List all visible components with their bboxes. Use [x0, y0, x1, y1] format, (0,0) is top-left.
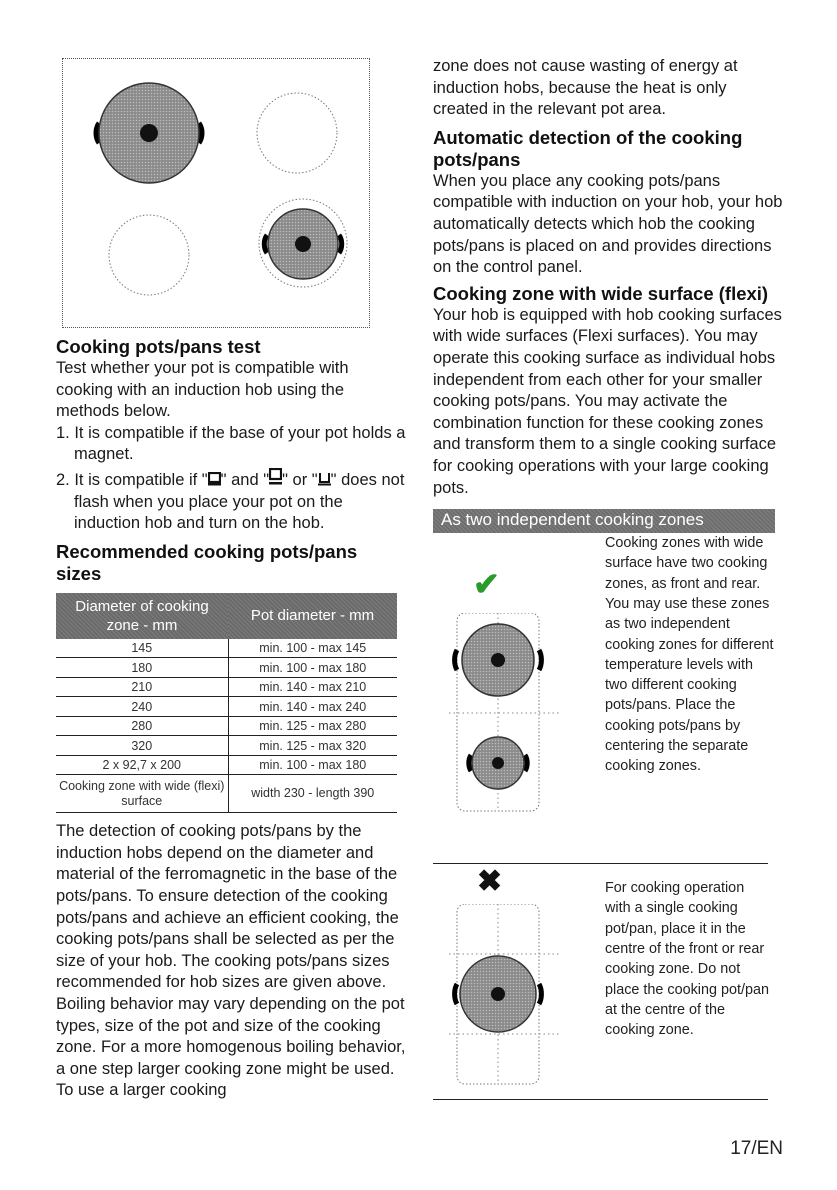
- sizes-heading: Recommended cooking pots/pans sizes: [56, 540, 358, 584]
- item2-or: " or ": [282, 470, 318, 489]
- two-zones-banner: As two independent cooking zones: [433, 509, 775, 533]
- cross-mark-icon: ✖: [477, 865, 503, 899]
- pan-symbol-3-icon: [318, 473, 331, 486]
- table-header-pot: Pot diameter - mm: [228, 593, 397, 639]
- test-intro: Test whether your pot is compatible with cooking with an induction hob using the methods below.: [56, 359, 349, 421]
- detection-text-2: Boiling behavior may vary depending on the pot types, size of the pot and size of the cooking zone. For a more homogenous boiling behavior, a one step larger cooking zone might be used. To use a larger cooking: [56, 995, 406, 1100]
- pot-sizes-table: [56, 593, 397, 814]
- table-cell: width 230 - length 390: [228, 775, 397, 813]
- table-cell: 210: [56, 677, 228, 697]
- table-cell: 2 x 92,7 x 200: [56, 755, 228, 775]
- check-mark-icon: ✔: [473, 566, 500, 603]
- table-cell: min. 125 - max 320: [228, 736, 397, 756]
- empty-zone-bottom-left: [109, 215, 189, 295]
- table-cell: min. 140 - max 210: [228, 677, 397, 697]
- item2-close: ": [330, 470, 337, 489]
- flexi-heading: Cooking zone with wide surface (flexi): [433, 282, 769, 304]
- table-row: [56, 736, 397, 756]
- item2-and: " and ": [220, 470, 270, 489]
- auto-detection-text: When you place any cooking pots/pans compatible with induction on your hob, your hob automatically detects which hob the cooking pots/pans is placed on and provides directions on the control panel.: [433, 171, 783, 277]
- table-cell: 320: [56, 736, 228, 756]
- table-row: [56, 677, 397, 697]
- table-cell: min. 140 - max 240: [228, 697, 397, 717]
- table-cell: 145: [56, 639, 228, 658]
- table-row: [56, 697, 397, 717]
- table-row: [56, 716, 397, 736]
- item2-prefix: 2. It is compatible if ": [56, 470, 208, 489]
- table-row: [56, 658, 397, 678]
- test-list: [56, 423, 408, 535]
- pot-on-zone-bottom-right: [259, 199, 347, 287]
- table-cell: 240: [56, 697, 228, 717]
- detection-text-1: The detection of cooking pots/pans by the induction hobs depend on the diameter and material of the ferromagnetic in the base of the pots/pans. To ensure detection of the cooking pots/pans and achieve an efficient cooking, the cooking pots/pans shall be selected as per the size of your hob. The cooking pots/pans sizes recommended for hob sizes are given above.: [56, 822, 399, 992]
- empty-zone-top-right: [257, 93, 337, 173]
- correct-usage-text: Cooking zones with wide surface have two cooking zones, as front and rear. You may use these zones as two independent cooking zones for different temperature levels with two different cooking pots/pans. Place the cooking pots/pans by centering the separate cooking zones.: [605, 535, 774, 775]
- table-cell: min. 100 - max 180: [228, 658, 397, 678]
- single-pot-wrong-diagram: [449, 904, 569, 1094]
- table-header-row: [56, 593, 397, 639]
- table-cell: Cooking zone with wide (flexi) surface: [56, 775, 228, 813]
- continued-text: zone does not cause wasting of energy at induction hobs, because the heat is only created in the relevant pot area.: [433, 57, 738, 119]
- pan-symbol-2-icon: [269, 468, 282, 486]
- table-cell: 280: [56, 716, 228, 736]
- wrong-usage-text: For cooking operation with a single cooking pot/pan, place it in the centre of the front or rear cooking zone. Do not place the cooking pot/pan at the centre of the cooking zone.: [605, 880, 770, 1039]
- test-heading: Cooking pots/pans test: [56, 336, 261, 357]
- table-row: [56, 775, 397, 813]
- table-cell: min. 100 - max 180: [228, 755, 397, 775]
- pot-on-zone-top-left: [96, 83, 202, 183]
- hob-pot-placement-figure: [62, 58, 370, 328]
- item2-rest: does not flash when you place your pot on the induction hob and turn on the hob.: [74, 470, 405, 533]
- flexi-text: Your hob is equipped with hob cooking surfaces with wide surfaces (Flexi surfaces). You may operate this cooking surface as individual hobs independent from each other for your smaller cooking pots/pans. You may activate the combination function for these cooking zones and transform them to a single cooking surface for cooking operations with your large cooking pots.: [433, 305, 782, 497]
- list-item: [56, 468, 408, 535]
- hob-diagram: [63, 59, 369, 327]
- table-cell: min. 125 - max 280: [228, 716, 397, 736]
- table-row: [56, 639, 397, 658]
- correct-usage-section: [433, 533, 774, 864]
- right-column: [433, 56, 785, 1100]
- pan-symbol-1-icon: [208, 472, 221, 486]
- page-number: 17/EN: [730, 1138, 783, 1159]
- table-cell: 180: [56, 658, 228, 678]
- left-column: [56, 58, 408, 1102]
- table-cell: min. 100 - max 145: [228, 639, 397, 658]
- list-item: 1. It is compatible if the base of your pot holds a magnet.: [56, 423, 406, 464]
- auto-detection-heading: Automatic detection of the cooking pots/pans: [433, 126, 743, 170]
- table-row: [56, 755, 397, 775]
- wrong-usage-section: [433, 864, 768, 1100]
- two-zones-correct-diagram: [449, 613, 569, 813]
- table-header-zone: Diameter of cooking zone - mm: [56, 593, 228, 639]
